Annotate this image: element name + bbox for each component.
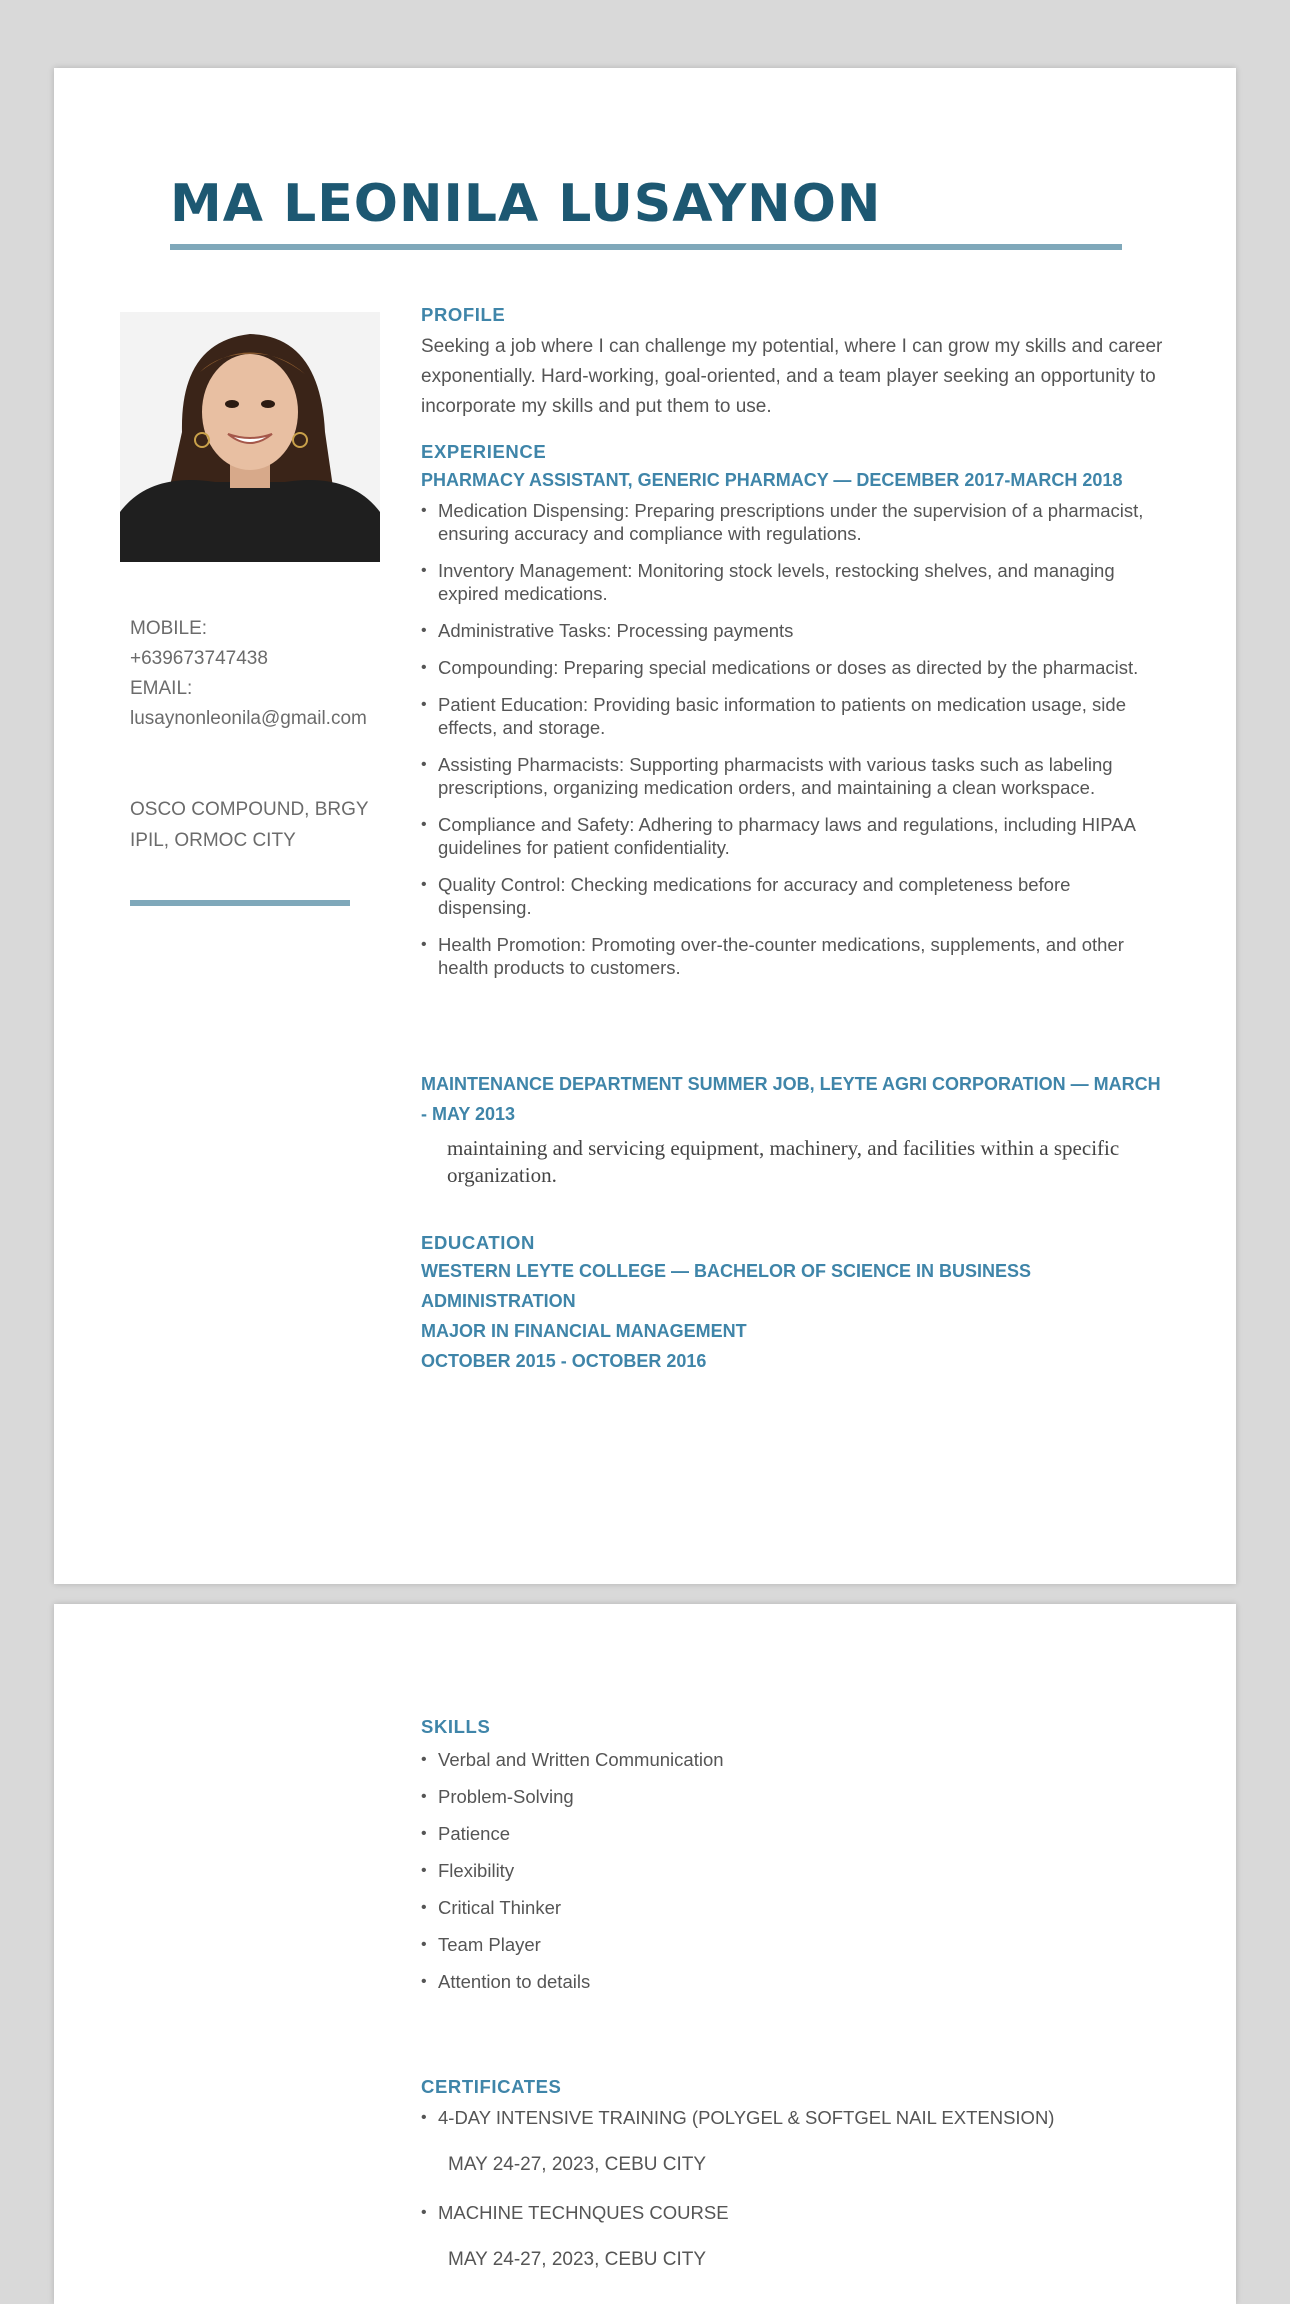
experience-heading: EXPERIENCE	[421, 441, 547, 462]
skills-section	[421, 1714, 1166, 2007]
profile-photo-image	[120, 312, 380, 562]
certificates-section	[421, 2074, 1166, 2296]
education-section	[421, 1230, 1166, 1376]
list-item: • Critical Thinker	[421, 1896, 1166, 1919]
certificate-date: MAY 24-27, 2023, CEBU CITY	[448, 2154, 707, 2175]
job-title-maintenance: MAINTENANCE DEPARTMENT SUMMER JOB, LEYTE AGRI CORPORATION — MARCH - MAY 2013	[421, 1074, 1161, 1124]
certificate-date: MAY 24-27, 2023, CEBU CITY	[448, 2249, 707, 2270]
job-title-pharmacy: PHARMACY ASSISTANT, GENERIC PHARMACY — DECEMBER 2017-MARCH 2018	[421, 470, 1123, 490]
maintenance-job-block	[421, 1069, 1166, 1189]
list-item: • Patient Education: Providing basic information to patients on medication usage, side effects, and storage.	[421, 693, 1166, 739]
education-degree: WESTERN LEYTE COLLEGE — BACHELOR OF SCIENCE IN BUSINESS ADMINISTRATION	[421, 1261, 1032, 1311]
list-item: • Attention to details	[421, 1970, 1166, 1993]
address-block	[130, 794, 390, 856]
list-item: • Administrative Tasks: Processing payments	[421, 619, 1166, 642]
email-label: EMAIL:	[130, 678, 193, 699]
list-item: • Problem-Solving	[421, 1785, 1166, 1808]
address-line-2: IPIL, ORMOC CITY	[130, 830, 296, 851]
contact-block	[130, 614, 400, 734]
list-item: • Quality Control: Checking medications for accuracy and completeness before dispensing.	[421, 873, 1166, 919]
list-item: • Compliance and Safety: Adhering to pharmacy laws and regulations, including HIPAA guidelines for patient confidentiality.	[421, 813, 1166, 859]
resume-page-2	[54, 1604, 1236, 2304]
list-item: • Flexibility	[421, 1859, 1166, 1882]
profile-text: Seeking a job where I can challenge my potential, where I can grow my skills and career exponentially. Hard-working, goal-oriented, and a team player seeking an opportunity to incorporate my skills and put them to use.	[421, 336, 1163, 417]
certificate-name: • 4-DAY INTENSIVE TRAINING (POLYGEL & SOFTGEL NAIL EXTENSION)	[421, 2106, 1166, 2129]
list-item: • Assisting Pharmacists: Supporting pharmacists with various tasks such as labeling prescriptions, organizing medication orders, and maintaining a clean workspace.	[421, 753, 1166, 799]
email-address: lusaynonleonila@gmail.com	[130, 708, 367, 729]
resume-page-1	[54, 68, 1236, 1584]
list-item: • Medication Dispensing: Preparing prescriptions under the supervision of a pharmacist, ensuring accuracy and compliance with regulations.	[421, 499, 1166, 545]
profile-section	[421, 302, 1166, 422]
skills-list	[421, 1748, 1166, 1993]
education-major: MAJOR IN FINANCIAL MANAGEMENT	[421, 1321, 747, 1341]
candidate-name: MA LEONILA LUSAYNON	[170, 174, 882, 234]
mobile-number: +639673747438	[130, 648, 268, 669]
sidebar-divider	[130, 900, 350, 906]
maintenance-job-description: maintaining and servicing equipment, machinery, and facilities within a specific organization.	[447, 1136, 1120, 1187]
list-item: • Health Promotion: Promoting over-the-counter medications, supplements, and other health products to customers.	[421, 933, 1166, 979]
list-item: • Verbal and Written Communication	[421, 1748, 1166, 1771]
list-item: • Patience	[421, 1822, 1166, 1845]
certificate-name: • MACHINE TECHNQUES COURSE	[421, 2201, 1166, 2224]
pharmacy-duties-list	[421, 499, 1166, 979]
certificates-list	[421, 2201, 1166, 2224]
address-line-1: OSCO COMPOUND, BRGY	[130, 799, 369, 820]
name-underline	[170, 244, 1122, 250]
certificates-heading: CERTIFICATES	[421, 2076, 562, 2097]
education-heading: EDUCATION	[421, 1232, 535, 1253]
certificates-list	[421, 2106, 1166, 2129]
skills-heading: SKILLS	[421, 1716, 491, 1737]
experience-section	[421, 439, 1166, 993]
list-item: • Compounding: Preparing special medications or doses as directed by the pharmacist.	[421, 656, 1166, 679]
list-item: • Team Player	[421, 1933, 1166, 1956]
education-dates: OCTOBER 2015 - OCTOBER 2016	[421, 1351, 707, 1371]
profile-photo	[120, 312, 380, 562]
mobile-label: MOBILE:	[130, 618, 208, 639]
list-item: • Inventory Management: Monitoring stock levels, restocking shelves, and managing expired medications.	[421, 559, 1166, 605]
profile-heading: PROFILE	[421, 304, 506, 325]
